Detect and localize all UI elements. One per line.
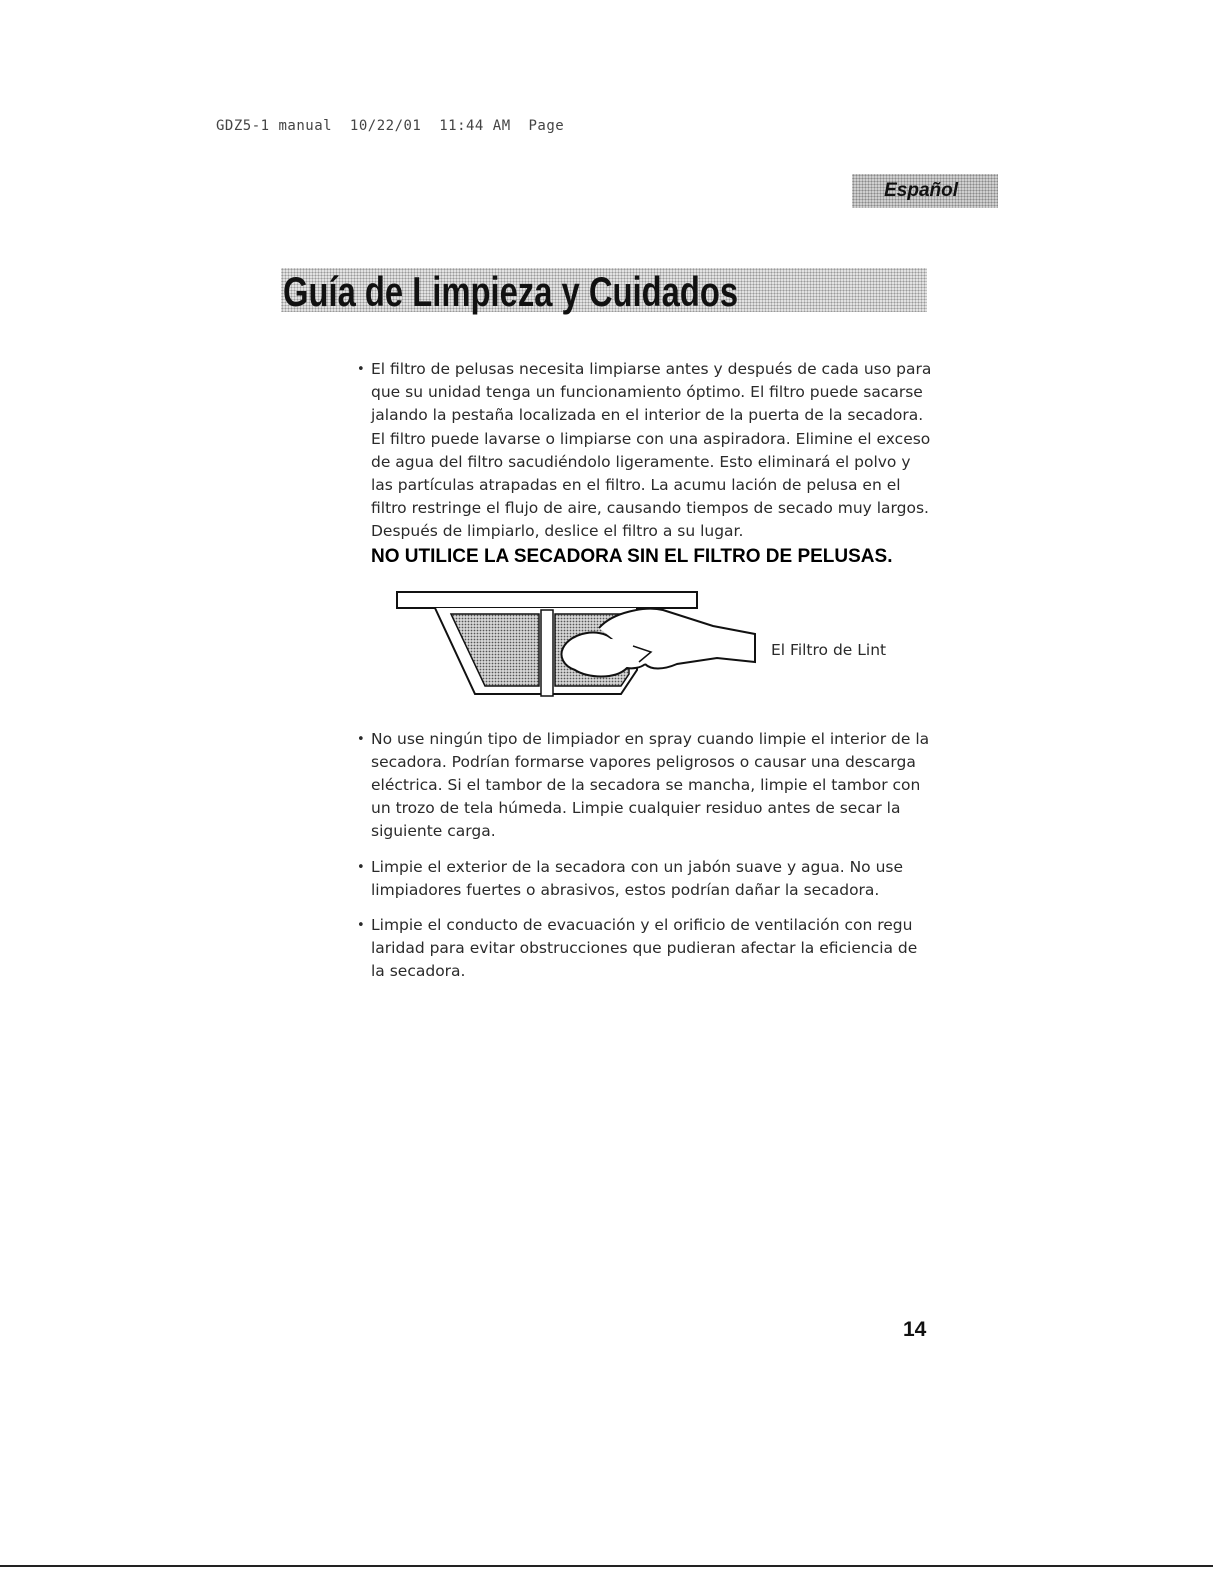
lint-filter-illustration	[395, 590, 765, 712]
bullet-item	[357, 856, 932, 902]
bottom-rule	[0, 1565, 1213, 1567]
bullet-text: El filtro de pelusas necesita limpiarse antes y después de cada uso para que su unidad tenga un funcionamiento óptimo. El filtro puede sacarse jalando la pestaña localizada en el interior de la puerta de la secadora. El filtro puede lavarse o limpiarse con una aspiradora. Elimine el exceso de agua del filtro sacudiéndolo ligeramente. Esto eliminará el polvo y las partículas atrapadas en el filtro. La acumu lación de pelusa en el filtro restringe el flujo de aire, causando tiempos de secado muy largos. Después de limpiarlo, deslice el filtro a su lugar.	[371, 360, 932, 541]
bullet-text: Limpie el conducto de evacuación y el orificio de ventilación con regu laridad para evitar obstrucciones que pudieran afectar la eficiencia de la secadora.	[371, 916, 918, 981]
bullet-item	[357, 914, 932, 984]
content	[357, 358, 932, 984]
warning-text: NO UTILICE LA SECADORA SIN EL FILTRO DE PELUSAS.	[371, 545, 893, 567]
page-title: Guía de Limpieza y Cuidados	[283, 268, 739, 315]
bullet-text: Limpie el exterior de la secadora con un jabón suave y agua. No use limpiadores fuertes o abrasivos, estos podrían dañar la secadora.	[371, 857, 904, 899]
lint-filter-figure	[357, 576, 932, 714]
language-tab	[852, 174, 998, 208]
print-header: GDZ5-1 manual 10/22/01 11:44 AM Page	[216, 118, 565, 134]
language-tab-label: Español	[884, 180, 958, 201]
bullet-text: No use ningún tipo de limpiador en spray cuando limpie el interior de la secadora. Podrían formarse vapores peligrosos o causar una descarga eléctrica. Si el tambor de la secadora se mancha, limpie el tambor con un trozo de tela húmeda. Limpie cualquier residuo antes de secar la siguiente carga.	[371, 729, 930, 841]
bullet-dot-icon: •	[357, 362, 365, 377]
bullet-dot-icon: •	[357, 918, 365, 934]
bullet-dot-icon: •	[357, 731, 365, 747]
bullet-item	[357, 358, 932, 544]
bullet-item	[357, 728, 932, 844]
bullet-dot-icon: •	[357, 859, 365, 875]
lint-filter-label: El Filtro de Lint	[771, 640, 887, 659]
page-number: 14	[903, 1318, 927, 1341]
